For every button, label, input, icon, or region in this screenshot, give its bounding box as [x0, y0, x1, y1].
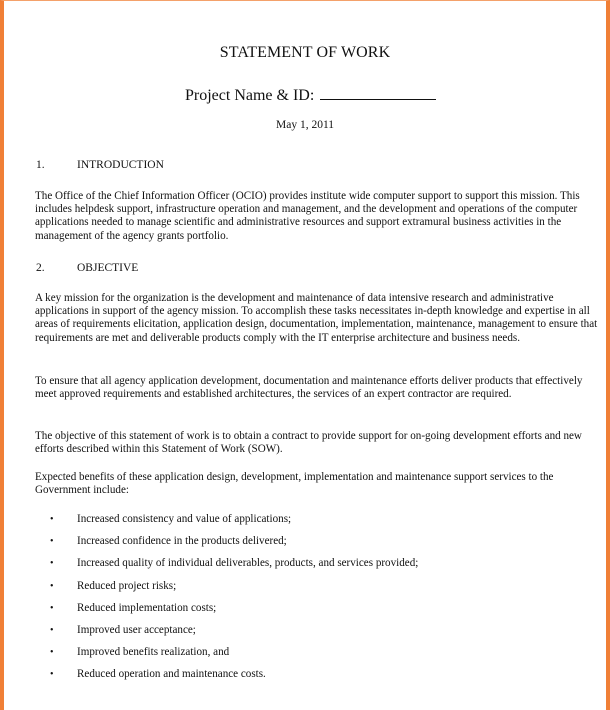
document-date: May 1, 2011 [275, 119, 335, 131]
section-title: OBJECTIVE [77, 262, 139, 274]
document-title: STATEMENT OF WORK [219, 44, 391, 61]
bullet-icon: • [50, 558, 54, 570]
section-number: 2. [36, 262, 45, 274]
list-item-text: Increased quality of individual deliverables, products, and services provided; [77, 557, 419, 570]
project-name-blank [320, 85, 436, 100]
section-title: INTRODUCTION [77, 159, 164, 171]
list-item-text: Increased consistency and value of applications; [77, 513, 292, 525]
section-heading-introduction [36, 159, 164, 171]
objective-paragraph-3: The objective of this statement of work is to obtain a contract to provide support for on-going development efforts and new efforts described within this Statement of Work (SOW). [35, 430, 582, 456]
objective-paragraph-2: To ensure that all agency application development, documentation and maintenance efforts deliver products that effectively meet approved requirements and established architectures, the services of an expert contractor are required. [35, 375, 583, 401]
bullet-icon: • [50, 624, 54, 636]
bullet-icon: • [50, 514, 54, 525]
section-heading-objective [36, 262, 138, 274]
objective-paragraph-4: Expected benefits of these application design, development, implementation and maintenance support services to the Government include: [35, 471, 554, 497]
project-name-line [185, 85, 436, 105]
list-item-text: Improved benefits realization, and [77, 646, 230, 659]
list-item-text: Reduced operation and maintenance costs. [77, 668, 266, 681]
bullet-icon: • [50, 669, 54, 681]
list-item-text: Increased confidence in the products delivered; [77, 535, 287, 548]
list-item-text: Reduced project risks; [77, 579, 177, 592]
list-item-text: Improved user acceptance; [77, 623, 196, 636]
introduction-paragraph: The Office of the Chief Information Officer (OCIO) provides institute wide computer support to support this mission. This includes helpdesk support, infrastructure operation and management, and the development and operations of the computer applications needed to manage scientific and administrative resources and support extramural business activities in the management of the agency grants portfolio. [35, 190, 580, 242]
section-number: 1. [36, 159, 45, 171]
bullet-icon: • [50, 647, 54, 659]
bullet-icon: • [50, 536, 54, 548]
list-item-text: Reduced implementation costs; [77, 601, 217, 614]
bullet-icon: • [50, 580, 54, 592]
project-name-label: Project Name & ID: [185, 87, 315, 104]
bullet-icon: • [50, 602, 54, 614]
objective-paragraph-1: A key mission for the organization is the development and maintenance of data intensive research and administrative applications in support of the agency mission. To accomplish these tasks necessitates in-depth knowledge and expertise in all areas of requirements elicitation, application design, documentation, implementation, maintenance, management to ensure that requirements are met and deliverable products comply with the IT enterprise architecture and business needs. [35, 292, 598, 344]
